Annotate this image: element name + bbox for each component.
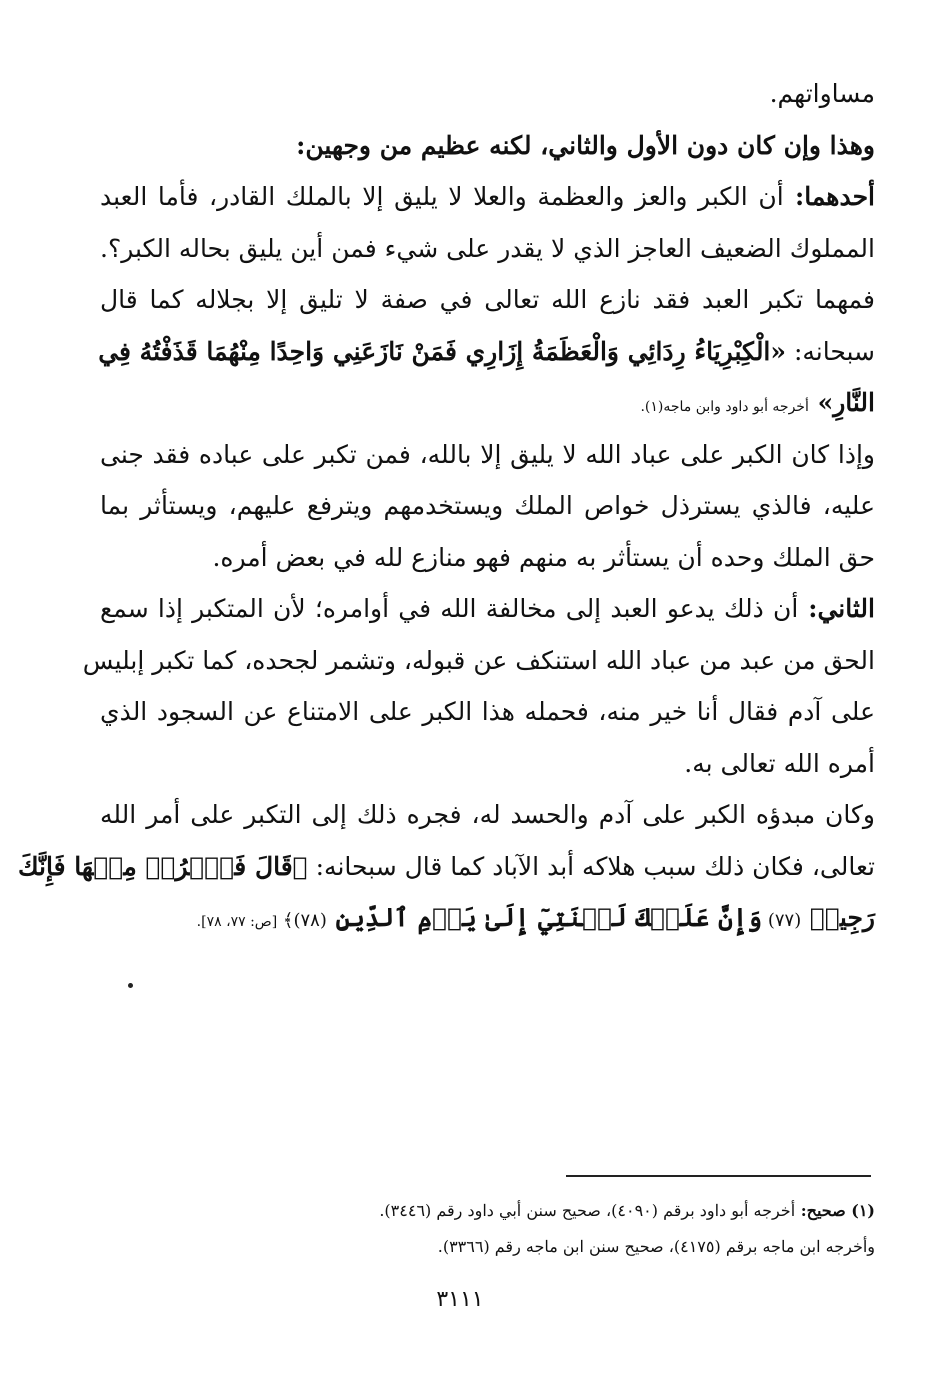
citation-note: [ص: ٧٧، ٧٨]. bbox=[196, 914, 278, 930]
footnote-line bbox=[200, 1229, 875, 1265]
footnote-separator bbox=[566, 1175, 871, 1177]
quoted-text: وَإِنَّ عَلَيۡكَ لَعۡنَتِيٓ إِلَىٰ يَوۡمِ ٱلدِّينِ bbox=[326, 903, 763, 932]
footnotes bbox=[200, 1193, 875, 1265]
text-line bbox=[100, 480, 875, 532]
page-number: ٣١١١ bbox=[436, 1287, 484, 1312]
text-line bbox=[100, 686, 875, 738]
text-line bbox=[100, 377, 875, 429]
text-line bbox=[17, 841, 875, 893]
text-segment: على آدم فقال أنا خير منه، فحمله هذا الكبر على الامتناع عن السجود الذي bbox=[100, 697, 875, 726]
verse-number: (٧٨)﴾ bbox=[277, 910, 327, 931]
text-line bbox=[100, 120, 875, 172]
text-segment: فمهما تكبر العبد فقد نازع الله تعالى في صفة لا تليق إلا بجلاله كما قال bbox=[100, 285, 875, 314]
text-segment: أمره الله تعالى به. bbox=[684, 748, 875, 778]
text-line bbox=[100, 171, 875, 223]
text-segment: عليه، فالذي يسترذل خواص الملك ويستخدمهم ويترفع عليهم، ويستأثر بما bbox=[100, 491, 875, 520]
heading-term: وهذا وإن كان دون الأول والثاني، لكنه عظيم من وجهين: bbox=[296, 130, 875, 160]
footnote-line bbox=[200, 1193, 875, 1229]
citation-note: أخرجه أبو داود وابن ماجه(١). bbox=[640, 399, 809, 415]
text-segment: تعالى، فكان ذلك سبب هلاكه أبد الآباد كما قال سبحانه: bbox=[307, 851, 875, 881]
heading-term: الثاني: bbox=[798, 594, 875, 623]
text-segment: وكان مبدؤه الكبر على آدم والحسد له، فجره ذلك إلى التكبر على أمر الله bbox=[100, 800, 875, 829]
quoted-text: رَجِيمٞ bbox=[801, 903, 875, 932]
footnote-marker: (١) صحيح: bbox=[795, 1201, 875, 1220]
text-line bbox=[100, 789, 875, 841]
page-body bbox=[17, 68, 876, 944]
text-line bbox=[100, 274, 875, 326]
text-line bbox=[100, 583, 875, 635]
text-segment: الحق من عبد من عباد الله استنكف عن قبوله، وتشمر لجحده، كما تكبر إبليس bbox=[82, 645, 875, 675]
text-segment: حق الملك وحده أن يستأثر به منهم فهو منازع لله في بعض أمره. bbox=[212, 542, 875, 572]
footnote-text: أخرجه أبو داود برقم (٤٠٩٠)، صحيح سنن أبي داود رقم (٣٤٤٦). bbox=[379, 1201, 796, 1220]
text-line bbox=[100, 223, 875, 275]
heading-term: أحدهما: bbox=[783, 182, 876, 211]
text-line bbox=[100, 892, 875, 944]
stray-dot bbox=[128, 983, 133, 988]
text-line bbox=[100, 326, 875, 378]
text-segment: أن الكبر والعز والعظمة والعلا لا يليق إلا بالملك القادر، فأما العبد bbox=[100, 182, 784, 211]
quoted-text: النَّارِ» bbox=[808, 388, 875, 417]
text-segment: وإذا كان الكبر على عباد الله لا يليق إلا بالله، فمن تكبر على عباده فقد جنى bbox=[100, 439, 875, 469]
text-line bbox=[100, 738, 875, 790]
text-segment: سبحانه: bbox=[786, 336, 875, 366]
text-line bbox=[100, 68, 875, 120]
text-segment: المملوك الضعيف العاجز الذي لا يقدر على شيء فمن أين يليق بحاله الكبر؟. bbox=[100, 233, 875, 263]
text-line bbox=[82, 635, 875, 687]
quoted-text: «الْكِبْرِيَاءُ رِدَائِي وَالْعَظَمَةُ إِزَارِي فَمَنْ نَازَعَنِي وَاحِدًا مِنْهُمَا قَذَفْتُهُ فِي bbox=[98, 336, 787, 366]
text-segment: أن ذلك يدعو العبد إلى مخالفة الله في أوامره؛ لأن المتكبر إذا سمع bbox=[100, 594, 799, 623]
text-line bbox=[100, 532, 875, 584]
quoted-text: ﴿قَالَ فَٱخۡرُجۡ مِنۡهَا فَإِنَّكَ bbox=[17, 851, 308, 881]
text-line bbox=[100, 429, 875, 481]
verse-number: (٧٧) bbox=[762, 910, 802, 931]
footnote-text: وأخرجه ابن ماجه برقم (٤١٧٥)، صحيح سنن ابن ماجه رقم (٣٣٦٦). bbox=[437, 1237, 875, 1256]
text-segment: مساواتهم. bbox=[769, 79, 875, 108]
